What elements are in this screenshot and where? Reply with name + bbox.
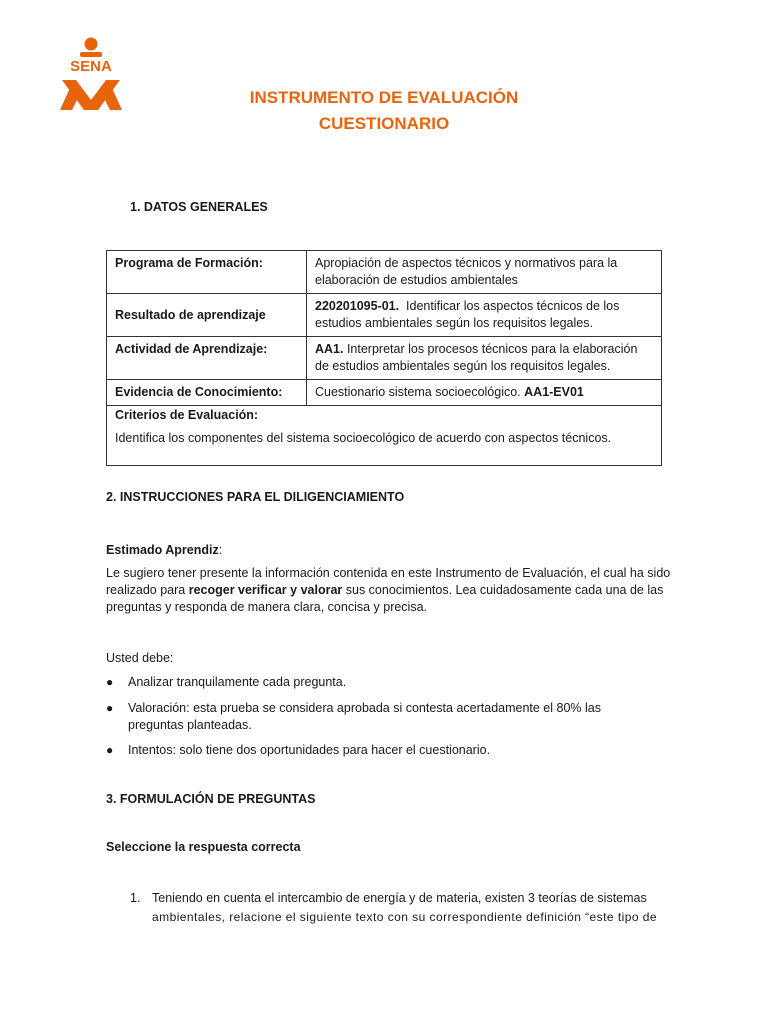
question-instruction: Seleccione la respuesta correcta [106,840,301,854]
bullet-icon: ● [106,701,114,715]
greeting-colon: : [218,543,223,557]
question-number: 1. [130,891,141,905]
section1-heading: 1. DATOS GENERALES [130,200,268,214]
document-title-line2: CUESTIONARIO [318,114,450,133]
table-row [107,406,662,466]
row-value-text: Identificar los aspectos técnicos de los estudios ambientales según los requisitos legales. [315,299,623,330]
bullet-text: Analizar tranquilamente cada pregunta. [128,675,347,689]
row-label: Resultado de aprendizaje [107,294,307,337]
datos-generales-table [106,250,662,466]
must-label: Usted debe: [106,651,174,665]
bullet-text: Valoración: esta prueba se considera aprobada si contesta acertadamente el 80% las preguntas planteadas. [128,701,601,732]
row-value [307,294,662,337]
row-value-code: AA1-EV01 [524,385,584,399]
row-label: Actividad de Aprendizaje: [107,337,307,380]
table-row [107,380,662,406]
question-text-line2: ambientales, relacione el siguiente texto con su correspondiente definición “este tipo de [152,910,658,924]
row-label: Evidencia de Conocimiento: [107,380,307,406]
document-title-line1: INSTRUMENTO DE EVALUACIÓN [249,88,519,107]
row-label: Programa de Formación: [107,251,307,294]
table-row [107,294,662,337]
question-text-line1: Teniendo en cuenta el intercambio de energía y de materia, existen 3 teorías de sistemas [152,891,647,905]
greeting [106,542,222,559]
bullet-text: Intentos: solo tiene dos oportunidades para hacer el cuestionario. [128,743,491,757]
row-value-code: AA1. [315,342,344,356]
greeting-bold: Estimado Aprendiz [106,543,219,557]
row-value [307,337,662,380]
criteria-label: Criterios de Evaluación: [115,408,259,422]
table-row [107,337,662,380]
bullet-icon: ● [106,675,114,689]
para-text: sus conocimientos. Lea cuidadosamente cada una de las preguntas y responda de manera clara, concisa y precisa. [106,583,664,614]
table-row [107,251,662,294]
section2-heading: 2. INSTRUCCIONES PARA EL DILIGENCIAMIENTO [106,490,405,504]
row-value-text: Interpretar los procesos técnicos para la elaboración de estudios ambientales según los requisitos legales. [315,342,641,373]
row-value-text: Cuestionario sistema socioecológico. [315,385,525,399]
row-value-text: Apropiación de aspectos técnicos y normativos para la elaboración de estudios ambientales [315,256,618,287]
row-value [307,380,662,406]
criteria-cell [107,406,662,466]
row-value [307,251,662,294]
para-text: Le sugiero tener presente la información contenida en este Instrumento de Evaluación, el cual ha sido realizado para [106,566,671,597]
criteria-text: Identifica los componentes del sistema socioecológico de acuerdo con aspectos técnicos. [115,431,612,445]
row-value-code: 220201095-01. [315,299,400,313]
instructions-paragraph [106,565,671,616]
section3-heading: 3. FORMULACIÓN DE PREGUNTAS [106,792,316,806]
logo-text: SENA [70,58,112,75]
bullet-icon: ● [106,743,114,757]
para-bold: recoger verificar y valorar [188,583,343,597]
